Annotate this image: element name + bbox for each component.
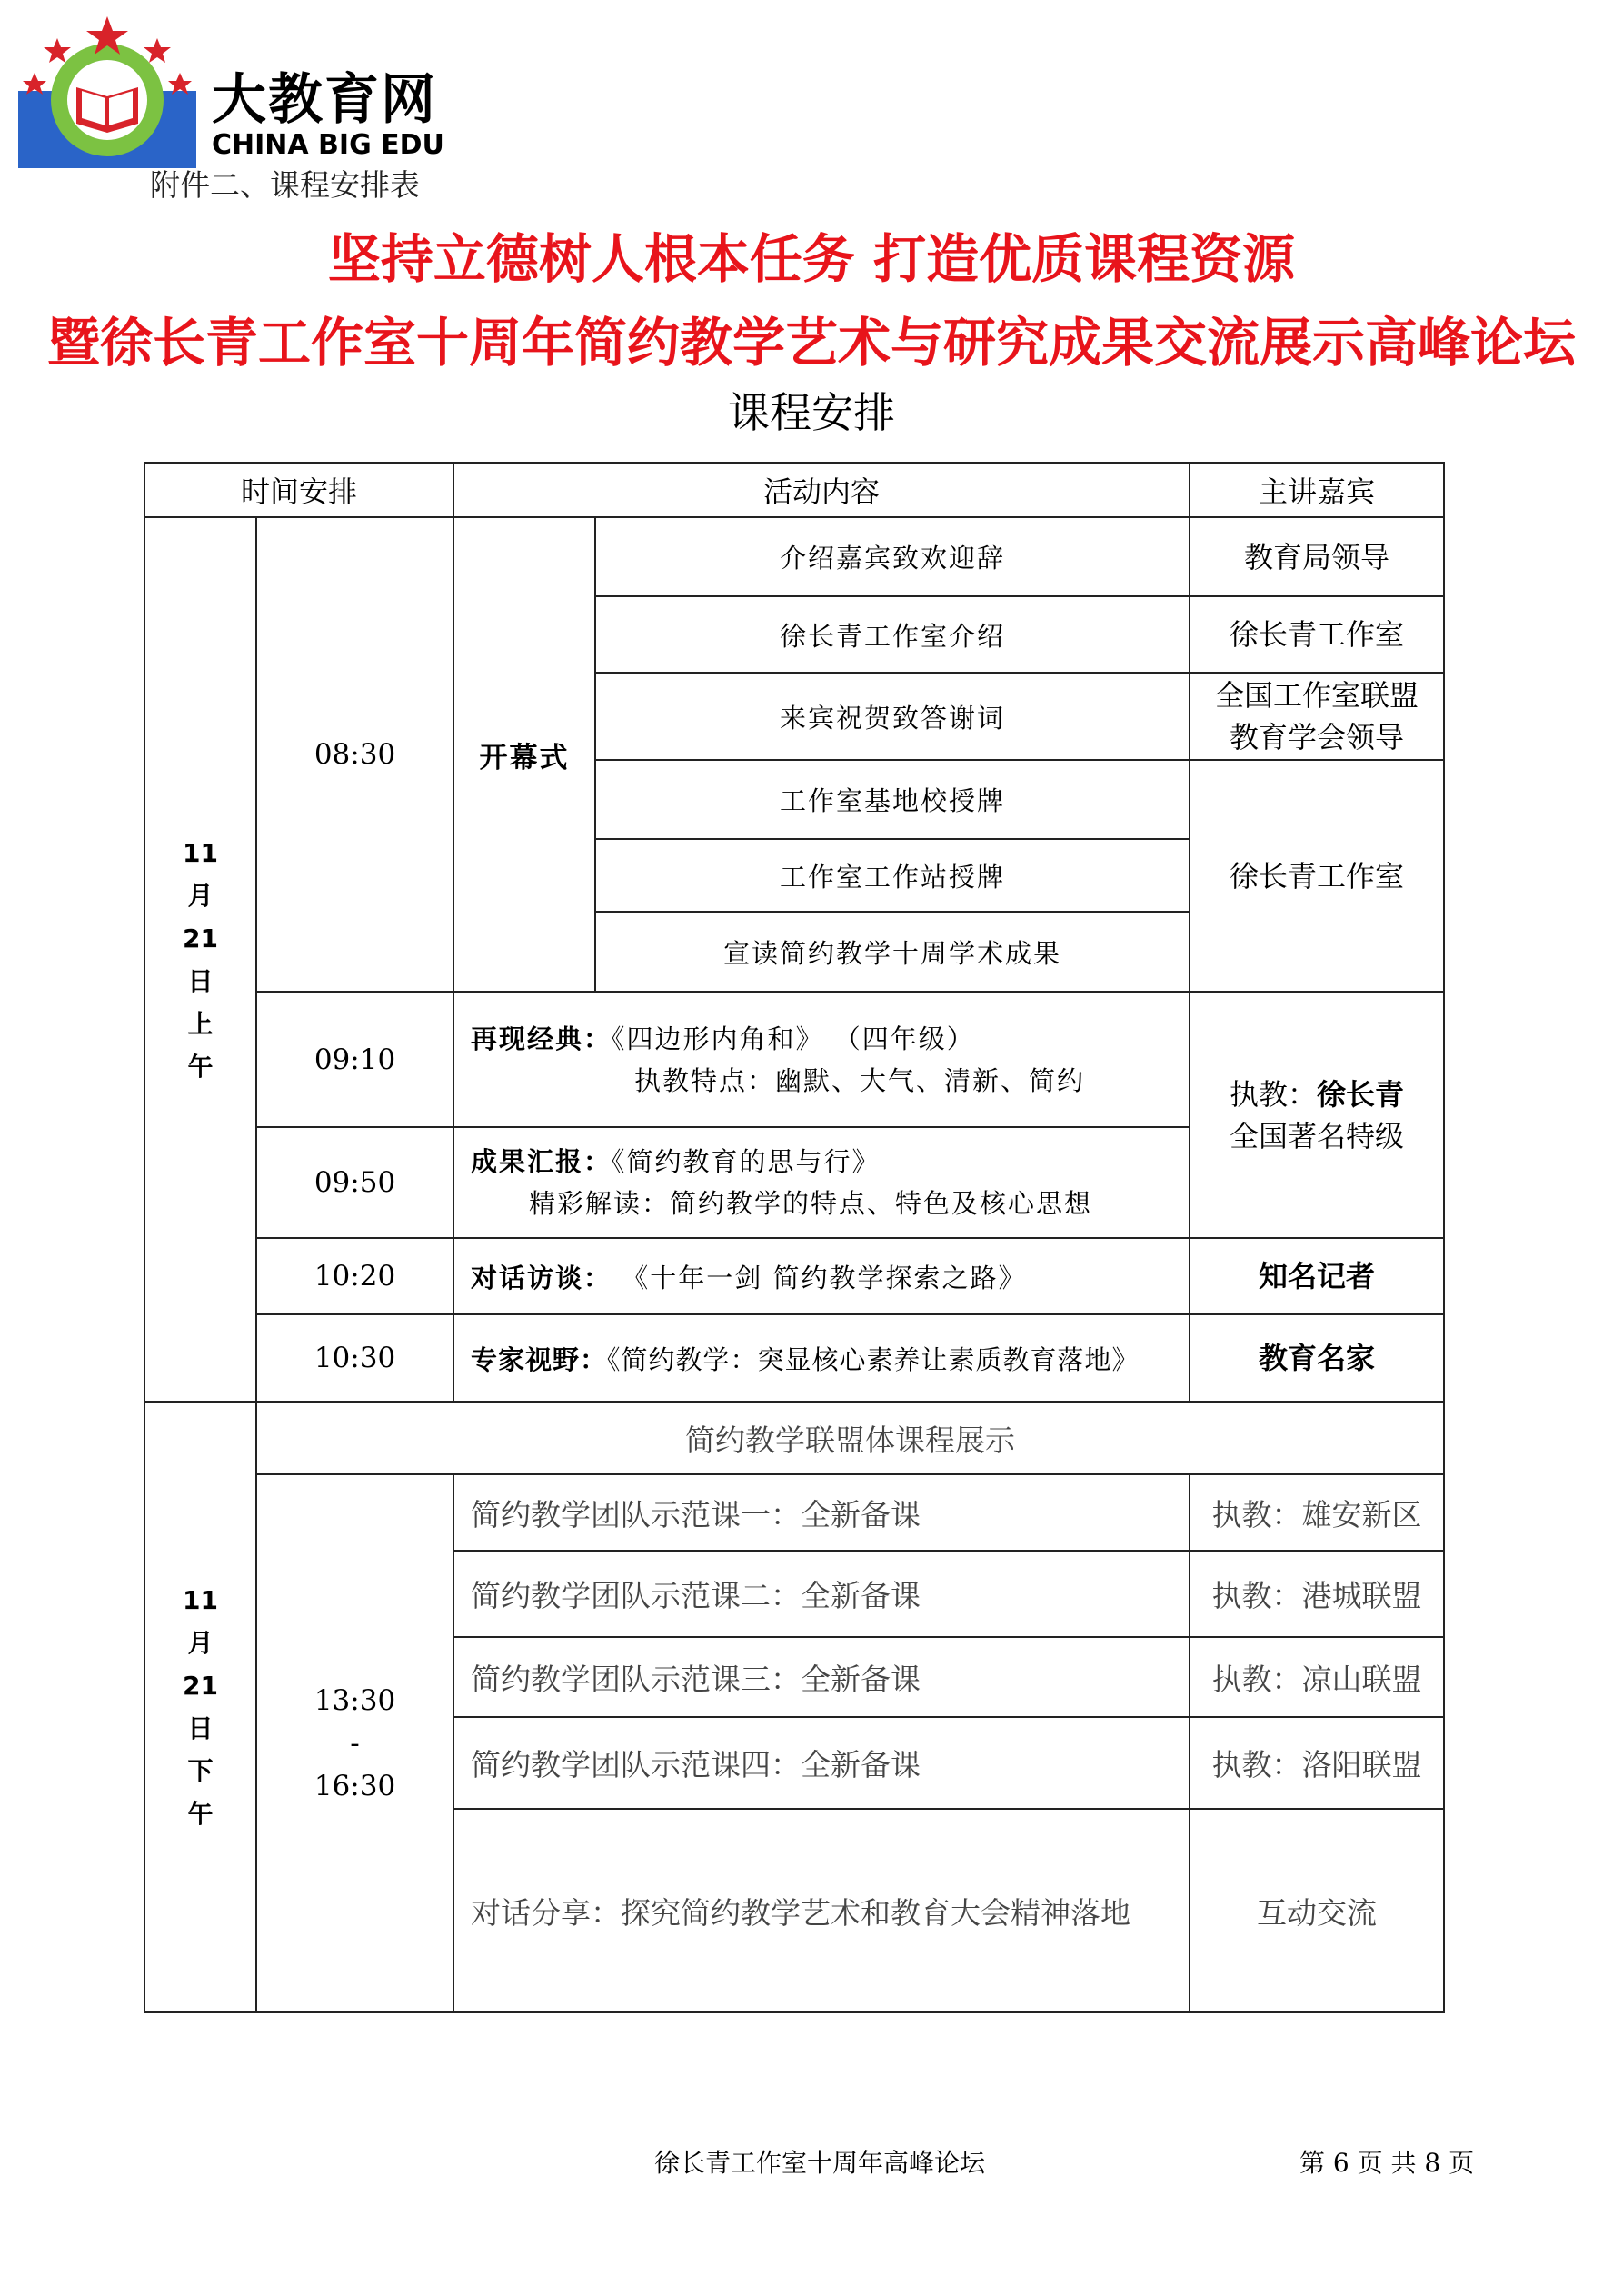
table-row xyxy=(144,1314,1444,1402)
attachment-label: 附件二、课程安排表 xyxy=(150,167,420,203)
table-header-row xyxy=(144,463,1444,517)
logo-brand-en: CHINA BIG EDU xyxy=(212,129,444,161)
speaker-cell: 执教：雄安新区 xyxy=(1190,1474,1444,1551)
opening-label: 开幕式 xyxy=(453,517,595,992)
header-time: 时间安排 xyxy=(144,463,453,517)
afternoon-banner: 简约教学联盟体课程展示 xyxy=(256,1402,1444,1474)
time-0910: 09:10 xyxy=(256,992,453,1127)
dialogue-item: 对话分享：探究简约教学艺术和教育大会精神落地 xyxy=(453,1809,1190,2012)
time-1330-1630: 13:30 - 16:30 xyxy=(256,1474,453,2012)
lesson-item: 简约教学团队示范课四：全新备课 xyxy=(453,1717,1190,1809)
date-morning: 11 月 21 日 上 午 xyxy=(144,517,256,1402)
speaker-cell: 知名记者 xyxy=(1190,1238,1444,1314)
speaker-cell: 全国工作室联盟 教育学会领导 xyxy=(1190,673,1444,760)
speaker-cell: 徐长青工作室 xyxy=(1190,760,1444,992)
table-row xyxy=(144,1474,1444,1551)
speaker-cell: 执教：港城联盟 xyxy=(1190,1551,1444,1637)
footer-title: 徐长青工作室十周年高峰论坛 xyxy=(654,2148,986,2178)
time-0830: 08:30 xyxy=(256,517,453,992)
schedule-subtitle: 课程安排 xyxy=(728,388,895,437)
table-row xyxy=(144,1238,1444,1314)
time-0950: 09:50 xyxy=(256,1127,453,1238)
session-0950: 成果汇报：《简约教育的思与行》 精彩解读：简约教学的特点、特色及核心思想 xyxy=(453,1127,1190,1238)
table-row xyxy=(144,517,1444,596)
opening-item: 徐长青工作室介绍 xyxy=(595,596,1190,673)
header-speaker: 主讲嘉宾 xyxy=(1190,463,1444,517)
speaker-cell: 互动交流 xyxy=(1190,1809,1444,2012)
main-title-line2: 暨徐长青工作室十周年简约教学艺术与研究成果交流展示高峰论坛 xyxy=(46,312,1576,374)
speaker-cell: 执教：洛阳联盟 xyxy=(1190,1717,1444,1809)
lesson-item: 简约教学团队示范课一：全新备课 xyxy=(453,1474,1190,1551)
opening-item: 工作室基地校授牌 xyxy=(595,760,1190,839)
main-title-line1: 坚持立德树人根本任务 打造优质课程资源 xyxy=(327,228,1296,290)
speaker-cell: 教育局领导 xyxy=(1190,517,1444,596)
opening-item: 工作室工作站授牌 xyxy=(595,839,1190,912)
opening-item: 宣读简约教学十周学术成果 xyxy=(595,912,1190,992)
page-number: 第 6 页 共 8 页 xyxy=(1299,2148,1475,2178)
session-1030: 专家视野：《简约教学：突显核心素养让素质教育落地》 xyxy=(453,1314,1190,1402)
session-0910: 再现经典：《四边形内角和》 （四年级） 执教特点：幽默、大气、清新、简约 xyxy=(453,992,1190,1127)
session-1020: 对话访谈： 《十年一剑 简约教学探索之路》 xyxy=(453,1238,1190,1314)
speaker-cell: 教育名家 xyxy=(1190,1314,1444,1402)
speaker-xu: 执教：徐长青 全国著名特级 xyxy=(1190,992,1444,1238)
header-content: 活动内容 xyxy=(453,463,1190,517)
opening-item: 来宾祝贺致答谢词 xyxy=(595,673,1190,760)
table-row xyxy=(144,1402,1444,1474)
speaker-cell: 徐长青工作室 xyxy=(1190,596,1444,673)
logo-brand-cn: 大教育网 xyxy=(212,68,437,132)
lesson-item: 简约教学团队示范课三：全新备课 xyxy=(453,1637,1190,1717)
lesson-item: 简约教学团队示范课二：全新备课 xyxy=(453,1551,1190,1637)
table-row xyxy=(144,992,1444,1127)
time-1020: 10:20 xyxy=(256,1238,453,1314)
time-1030: 10:30 xyxy=(256,1314,453,1402)
brand-logo xyxy=(16,16,489,171)
schedule-table xyxy=(144,462,1445,2013)
speaker-cell: 执教：凉山联盟 xyxy=(1190,1637,1444,1717)
opening-item: 介绍嘉宾致欢迎辞 xyxy=(595,517,1190,596)
date-afternoon: 11 月 21 日 下 午 xyxy=(144,1402,256,2012)
